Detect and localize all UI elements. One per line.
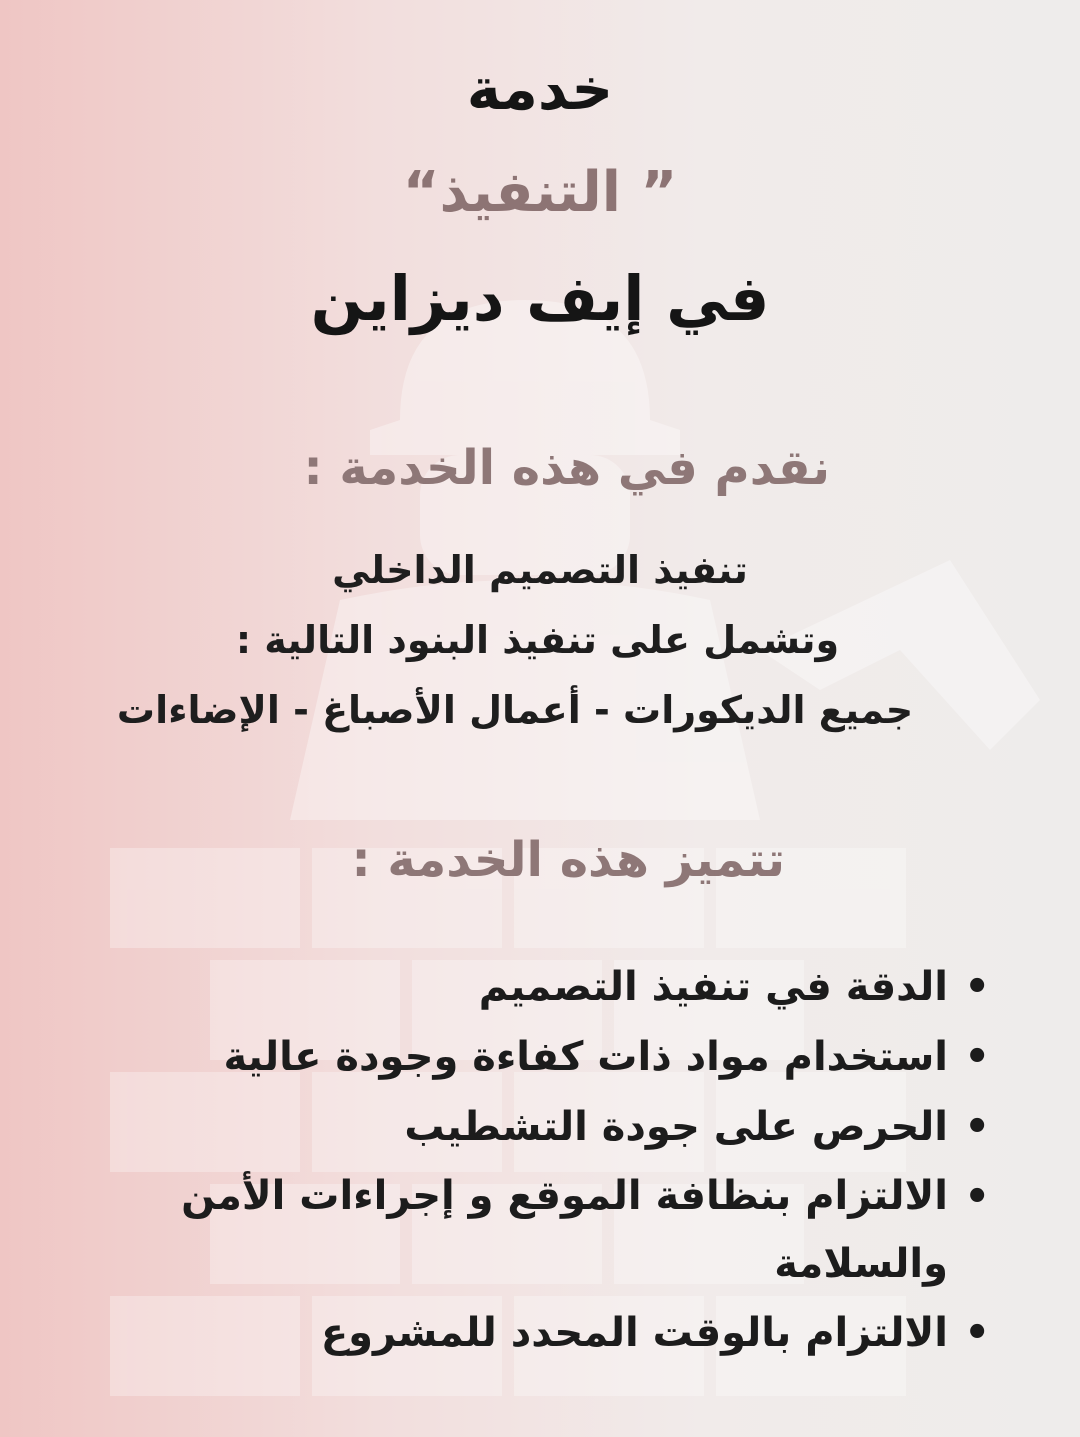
- offer-line-includes: وتشمل على تنفيذ البنود التالية :: [235, 618, 840, 662]
- bullet-icon: •: [964, 1174, 990, 1220]
- title-line-service: خدمة: [466, 55, 614, 123]
- title-line-execution: ” التنفيذ“: [402, 160, 678, 225]
- features-list: [90, 952, 990, 1368]
- list-item: • الالتزام بالوقت المحدد للمشروع: [90, 1298, 990, 1368]
- list-item: • الالتزام بنظافة الموقع و إجراءات الأمن والسلامة: [90, 1162, 990, 1298]
- offer-line-interior-execution: تنفيذ التصميم الداخلي: [332, 548, 748, 592]
- bullet-icon: •: [964, 964, 990, 1010]
- bullet-icon: •: [964, 1310, 990, 1356]
- bullet-icon: •: [964, 1034, 990, 1080]
- title-line-company: في إيف ديزاين: [310, 262, 770, 335]
- list-item: • استخدام مواد ذات كفاءة وجودة عالية: [90, 1022, 990, 1092]
- offer-section-heading: نقدم في هذه الخدمة :: [303, 440, 830, 496]
- list-item: • الدقة في تنفيذ التصميم: [90, 952, 990, 1022]
- features-section-heading: تتميز هذه الخدمة :: [351, 832, 785, 888]
- list-item: • الحرص على جودة التشطيب: [90, 1092, 990, 1162]
- offer-line-items: جميع الديكورات - أعمال الأصباغ - الإضاءات: [116, 688, 914, 732]
- bullet-icon: •: [964, 1104, 990, 1150]
